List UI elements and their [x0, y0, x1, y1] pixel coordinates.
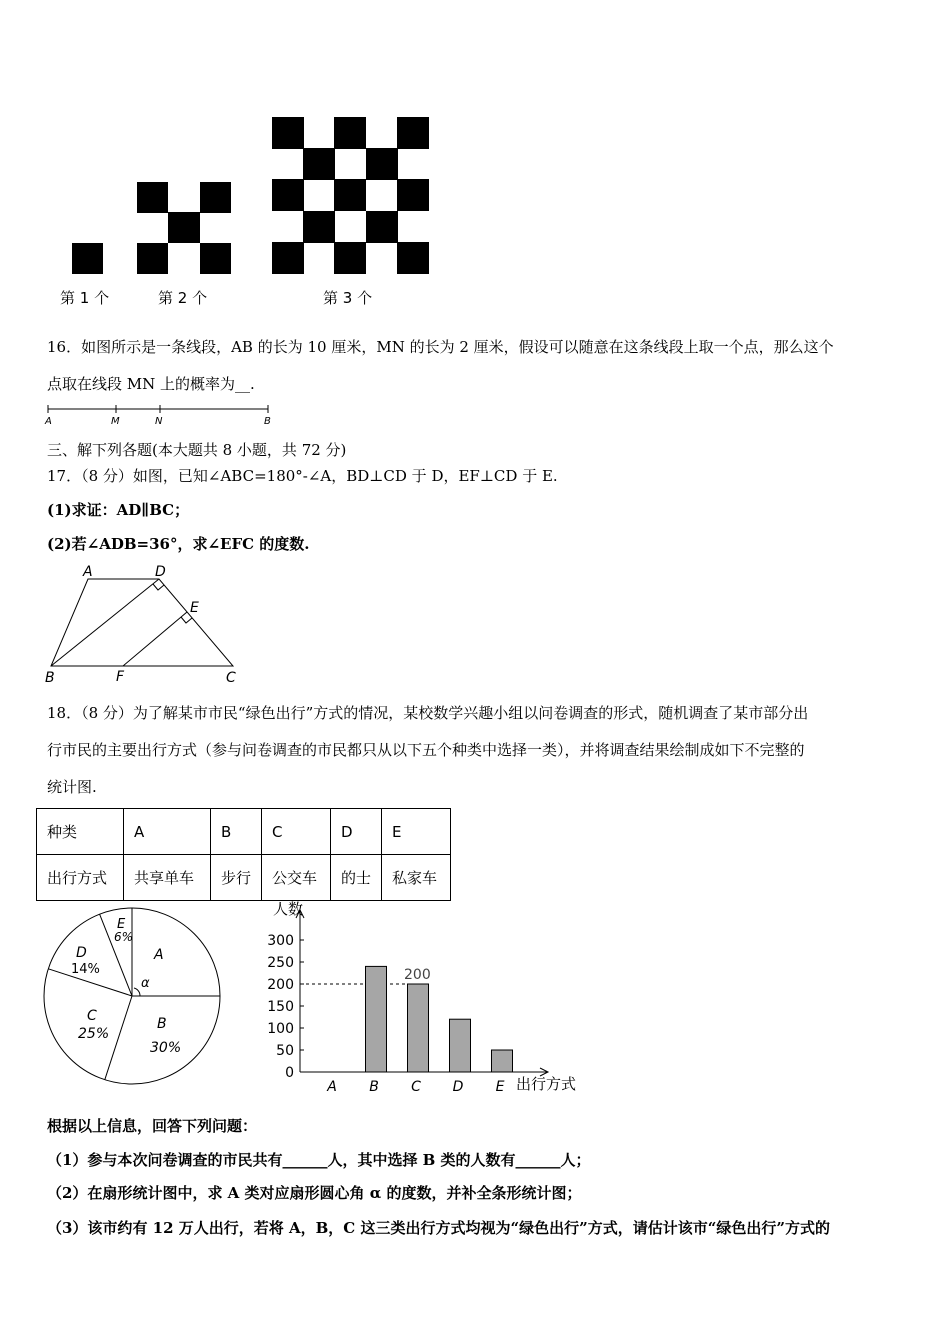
table-cell: B: [211, 809, 262, 855]
pattern-square: [137, 243, 168, 274]
pie-percent-c: 25%: [78, 1026, 110, 1042]
q18-stem-3: 统计图.: [47, 778, 97, 796]
q16-text-2: [47, 374, 255, 394]
table-cell: C: [262, 809, 331, 855]
q18-sub3: （3）该市约有 12 万人出行，若将 A，B，C 这三类出行方式均视为“绿色出行”方式，请估计该市“绿色出行”方式的: [47, 1219, 830, 1237]
pie-percent-e: 6%: [114, 930, 134, 944]
bar-y-tick-label: 50: [276, 1043, 294, 1059]
pie-chart: [40, 902, 230, 1094]
table-cell: 的士: [331, 855, 382, 901]
segment-label-m: M: [111, 416, 120, 427]
q16-text2: 点取在线段 MN 上的概率为: [47, 375, 236, 393]
q17-part1: (1)求证：AD∥BC；: [47, 501, 190, 519]
pie-label-c: C: [87, 1008, 97, 1024]
pattern-square: [366, 211, 398, 243]
q18-sub2: （2）在扇形统计图中，求 A 类对应扇形圆心角 α 的度数，并补全条形统计图；: [47, 1184, 582, 1202]
q16-blank: __.: [235, 375, 255, 393]
table-cell: 共享单车: [124, 855, 211, 901]
fig17-label-c: C: [226, 670, 236, 686]
pie-label-e: E: [117, 917, 126, 932]
pattern-square: [303, 211, 335, 243]
pattern-square: [272, 242, 304, 274]
pie-percent-b: 30%: [150, 1040, 182, 1056]
bar-annotation: 200: [404, 967, 431, 983]
bar-y-tick-label: 250: [267, 955, 294, 971]
pie-label-d: D: [76, 945, 87, 961]
bar-category-label: A: [327, 1079, 337, 1095]
bar-y-tick-label: 200: [267, 977, 294, 993]
table-cell: 种类: [37, 809, 124, 855]
pattern-square: [397, 117, 429, 149]
segment-label-b: B: [264, 416, 271, 427]
q18-stem-2: 行市民的主要出行方式（参与问卷调查的市民都只从以下五个种类中选择一类），并将调查结果绘制成如下不完整的: [47, 741, 805, 759]
table-cell: A: [124, 809, 211, 855]
pattern-square: [397, 179, 429, 211]
bar-ylabel: 人数: [273, 900, 304, 918]
pattern-square: [366, 148, 398, 180]
pattern-caption-1: 第 1 个: [60, 289, 110, 307]
table-cell: 私家车: [382, 855, 451, 901]
q18-stem-1: 18．（8 分）为了解某市市民“绿色出行”方式的情况，某校数学兴趣小组以问卷调查的形式，随机调查了某市部分出: [47, 704, 809, 722]
fig17-label-f: F: [116, 669, 125, 685]
q17-stem: 17．（8 分）如图，已知∠ABC=180°-∠A，BD⊥CD 于 D，EF⊥CD 于 E.: [47, 467, 558, 485]
bar: [450, 1019, 471, 1072]
bar-category-label: E: [495, 1079, 505, 1095]
alpha-arc: [134, 988, 140, 996]
table-row: [37, 855, 451, 901]
pie-label-a: A: [154, 947, 164, 963]
bar-chart: [260, 897, 590, 1099]
segment-label-a: A: [45, 416, 52, 427]
pattern-square: [334, 117, 366, 149]
pattern-square: [200, 182, 231, 213]
bar-category-label: D: [452, 1079, 464, 1095]
travel-mode-table: [36, 808, 451, 901]
section3-heading: 三、解下列各题(本大题共 8 小题，共 72 分): [47, 441, 347, 459]
bar-category-label: B: [369, 1079, 379, 1095]
q18-after: 根据以上信息，回答下列问题：: [47, 1117, 258, 1135]
pattern-caption-3: 第 3 个: [323, 289, 373, 307]
pattern-caption-2: 第 2 个: [158, 289, 208, 307]
table-cell: 出行方式: [37, 855, 124, 901]
pattern-square: [137, 182, 168, 213]
fig17-label-e: E: [190, 600, 199, 616]
table-cell: E: [382, 809, 451, 855]
table-row: [37, 809, 451, 855]
fig17-label-a: A: [83, 564, 93, 580]
bar: [408, 984, 429, 1072]
bar: [492, 1050, 513, 1072]
table-cell: D: [331, 809, 382, 855]
pattern-square: [303, 148, 335, 180]
pie-slice-boundary: [100, 914, 132, 996]
pattern-square: [272, 117, 304, 149]
fig17-label-b: B: [45, 670, 55, 686]
pattern-square: [168, 212, 200, 243]
bar-y-tick-label: 0: [285, 1065, 294, 1081]
segment-label-n: N: [155, 416, 163, 427]
pattern-square: [200, 243, 231, 274]
pattern-square: [272, 179, 304, 211]
pattern-square: [334, 179, 366, 211]
bar: [366, 966, 387, 1072]
q17-part2: (2)若∠ADB=36°，求∠EFC 的度数.: [47, 535, 310, 553]
q16-segment-figure: [40, 402, 280, 428]
pie-label-alpha: α: [141, 976, 150, 991]
pie-percent-d: 14%: [71, 962, 100, 977]
q16-text: 16．如图所示是一条线段，AB 的长为 10 厘米，MN 的长为 2 厘米，假设可以随意在这条线段上取一个点，那么这个: [47, 338, 834, 356]
bar-xlabel: 出行方式: [516, 1075, 577, 1093]
table-cell: 步行: [211, 855, 262, 901]
pattern-square: [72, 243, 103, 274]
bar-category-label: C: [411, 1079, 421, 1095]
bar-y-tick-label: 100: [267, 1021, 294, 1037]
bar-y-tick-label: 300: [267, 933, 294, 949]
bar-y-tick-label: 150: [267, 999, 294, 1015]
table-cell: 公交车: [262, 855, 331, 901]
q18-sub1: （1）参与本次问卷调查的市民共有______人，其中选择 B 类的人数有______人；: [47, 1151, 591, 1169]
q17-trapezoid-figure: [40, 560, 250, 688]
fig17-label-d: D: [155, 564, 166, 580]
pattern-square: [397, 242, 429, 274]
pie-label-b: B: [157, 1016, 167, 1032]
pattern-square: [334, 242, 366, 274]
